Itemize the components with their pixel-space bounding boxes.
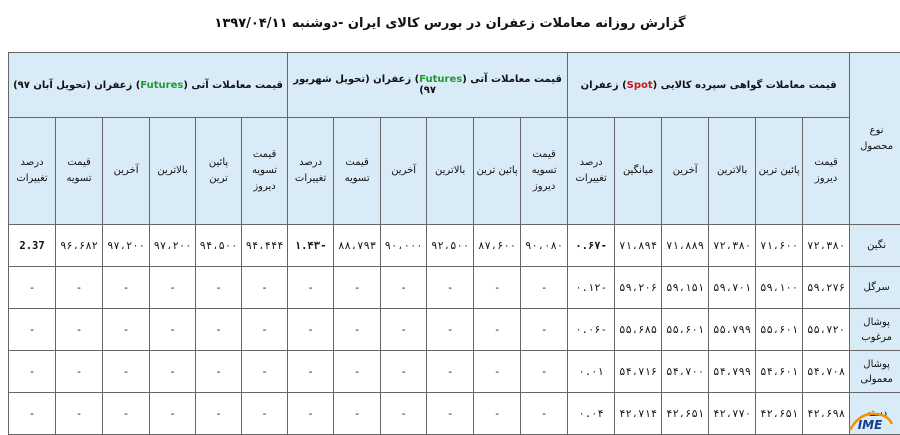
spot-cell: ۵۴،۶۰۱: [756, 351, 803, 393]
ime-logo: [846, 410, 894, 432]
futures-cell: -: [334, 309, 381, 351]
futures-cell: -: [288, 267, 334, 309]
product-type-header: نوع محصول: [850, 53, 900, 225]
product-name: نگین: [850, 225, 900, 267]
product-name: پوشال معمولی: [850, 351, 900, 393]
futures-aban-group-header: قیمت معاملات آتی (Futures) زعفران (تحویل آبان ۹۷): [9, 53, 288, 118]
futures-cell: -: [242, 309, 288, 351]
column-header: درصد تغییرات: [568, 118, 615, 225]
futures-cell: -: [196, 267, 242, 309]
spot-cell: ۰.۰۴: [568, 393, 615, 435]
futures-cell: -: [150, 309, 196, 351]
futures-cell: ۹۴،۴۴۴: [242, 225, 288, 267]
column-header: بالاترین: [709, 118, 756, 225]
spot-cell: ۴۲،۶۵۱: [662, 393, 709, 435]
spot-cell: ۵۴،۷۹۹: [709, 351, 756, 393]
spot-cell: ۴۲،۶۹۸: [803, 393, 850, 435]
futures-cell: -: [334, 351, 381, 393]
spot-cell: ۷۱،۸۹۴: [615, 225, 662, 267]
futures-cell: -: [381, 267, 427, 309]
futures-cell: ۹۴،۵۰۰: [196, 225, 242, 267]
column-header: بالاترین: [150, 118, 196, 225]
ime-logo-text: IME: [858, 418, 883, 432]
futures-cell: -: [474, 267, 521, 309]
futures-cell: -: [474, 309, 521, 351]
spot-cell: ۴۲،۷۷۰: [709, 393, 756, 435]
futures-cell: -: [103, 351, 150, 393]
futures-cell: -: [288, 351, 334, 393]
futures-cell: -: [288, 309, 334, 351]
futures-cell: -: [242, 351, 288, 393]
column-header: قیمت تسویه: [334, 118, 381, 225]
futures-cell: -: [56, 309, 103, 351]
futures-cell: -: [521, 393, 568, 435]
futures-cell: -: [427, 393, 474, 435]
table-row: [9, 309, 900, 351]
column-header: درصد تغییرات: [9, 118, 56, 225]
column-header: پائین ترین: [474, 118, 521, 225]
spot-cell: ۷۱،۶۰۰: [756, 225, 803, 267]
spot-cell: ۵۴،۷۰۸: [803, 351, 850, 393]
futures-cell: -: [9, 393, 56, 435]
futures-cell: -: [150, 351, 196, 393]
futures-cell: ۹۶،۶۸۲: [56, 225, 103, 267]
futures-cell: -: [521, 351, 568, 393]
spot-cell: ۵۹،۱۰۰: [756, 267, 803, 309]
table-row: [9, 393, 900, 435]
futures-tag: Futures: [140, 80, 183, 91]
futures-cell: -: [196, 309, 242, 351]
column-header: میانگین: [615, 118, 662, 225]
futures-cell: ۹۷،۲۰۰: [150, 225, 196, 267]
spot-group-header: قیمت معاملات گواهی سپرده کالایی (Spot) زعفران: [568, 53, 850, 118]
column-header: قیمت تسویه دیروز: [521, 118, 568, 225]
futures-cell: -: [381, 393, 427, 435]
table-row: [9, 351, 900, 393]
futures-cell: ۹۰،۰۰۰: [381, 225, 427, 267]
futures-cell: -: [103, 267, 150, 309]
futures-cell: -: [150, 393, 196, 435]
futures-cell: 2.37: [9, 225, 56, 267]
futures-cell: -: [288, 393, 334, 435]
spot-cell: ۵۴،۷۰۰: [662, 351, 709, 393]
futures-cell: -: [521, 309, 568, 351]
report-title: گزارش روزانه معاملات زعفران در بورس کالای ایران -دوشنبه ۱۳۹۷/۰۴/۱۱: [0, 16, 900, 31]
futures-cell: -: [334, 393, 381, 435]
spot-cell: ۵۵،۷۹۹: [709, 309, 756, 351]
column-header: آخرین: [103, 118, 150, 225]
futures-cell: ۹۰،۰۸۰: [521, 225, 568, 267]
futures-cell: ۸۸،۷۹۳: [334, 225, 381, 267]
futures-cell: -: [427, 267, 474, 309]
column-header: قیمت تسویه دیروز: [242, 118, 288, 225]
product-name: پوشال مرغوب: [850, 309, 900, 351]
spot-cell: ۵۵،۶۸۵: [615, 309, 662, 351]
futures-cell: -: [474, 351, 521, 393]
futures-tag: Futures: [419, 74, 462, 85]
spot-cell: ۵۵،۶۰۱: [662, 309, 709, 351]
spot-cell: ۵۵،۷۲۰: [803, 309, 850, 351]
column-header: قیمت دیروز: [803, 118, 850, 225]
spot-cell: ۷۱،۸۸۹: [662, 225, 709, 267]
futures-cell: -: [9, 309, 56, 351]
spot-cell: ۵۹،۲۰۶: [615, 267, 662, 309]
column-header: پائین ترین: [196, 118, 242, 225]
column-header: قیمت تسویه: [56, 118, 103, 225]
futures-cell: -: [196, 393, 242, 435]
spot-cell: -۰.۰۶: [568, 309, 615, 351]
futures-cell: -: [381, 351, 427, 393]
spot-cell: -۰.۱۲: [568, 267, 615, 309]
futures-cell: -: [242, 393, 288, 435]
spot-cell: ۰.۰۱: [568, 351, 615, 393]
spot-cell: -۰.۶۷: [568, 225, 615, 267]
spot-cell: ۷۲،۳۸۰: [709, 225, 756, 267]
futures-cell: -: [521, 267, 568, 309]
spot-cell: ۵۵،۶۰۱: [756, 309, 803, 351]
spot-cell: ۵۴،۷۱۶: [615, 351, 662, 393]
futures-cell: -: [427, 351, 474, 393]
spot-cell: ۵۹،۷۰۱: [709, 267, 756, 309]
futures-cell: ۹۷،۲۰۰: [103, 225, 150, 267]
futures-cell: -: [381, 309, 427, 351]
spot-cell: ۵۹،۲۷۶: [803, 267, 850, 309]
futures-cell: -: [56, 267, 103, 309]
column-header: آخرین: [381, 118, 427, 225]
column-header: پائین ترین: [756, 118, 803, 225]
futures-cell: -: [56, 393, 103, 435]
spot-cell: ۴۲،۶۵۱: [756, 393, 803, 435]
futures-cell: -: [103, 393, 150, 435]
column-header: بالاترین: [427, 118, 474, 225]
futures-cell: -: [150, 267, 196, 309]
futures-cell: -۱.۴۳: [288, 225, 334, 267]
futures-cell: -: [334, 267, 381, 309]
futures-cell: -: [242, 267, 288, 309]
table-row: [9, 225, 900, 267]
column-header: درصد تغییرات: [288, 118, 334, 225]
saffron-trading-table: [8, 52, 900, 435]
spot-cell: ۷۲،۳۸۰: [803, 225, 850, 267]
futures-cell: -: [474, 393, 521, 435]
product-name: دسته: [850, 393, 900, 435]
futures-cell: -: [56, 351, 103, 393]
futures-cell: -: [427, 309, 474, 351]
table-row: [9, 267, 900, 309]
futures-cell: -: [9, 267, 56, 309]
futures-cell: -: [9, 351, 56, 393]
product-name: سرگل: [850, 267, 900, 309]
futures-cell: ۹۲،۵۰۰: [427, 225, 474, 267]
spot-cell: ۴۲،۷۱۴: [615, 393, 662, 435]
spot-cell: ۵۹،۱۵۱: [662, 267, 709, 309]
futures-cell: ۸۷،۶۰۰: [474, 225, 521, 267]
column-header: آخرین: [662, 118, 709, 225]
spot-tag: Spot: [627, 80, 653, 91]
futures-cell: -: [103, 309, 150, 351]
futures-cell: -: [196, 351, 242, 393]
futures-shahrivar-group-header: قیمت معاملات آتی (Futures) زعفران (تحویل شهریور ۹۷): [288, 53, 568, 118]
